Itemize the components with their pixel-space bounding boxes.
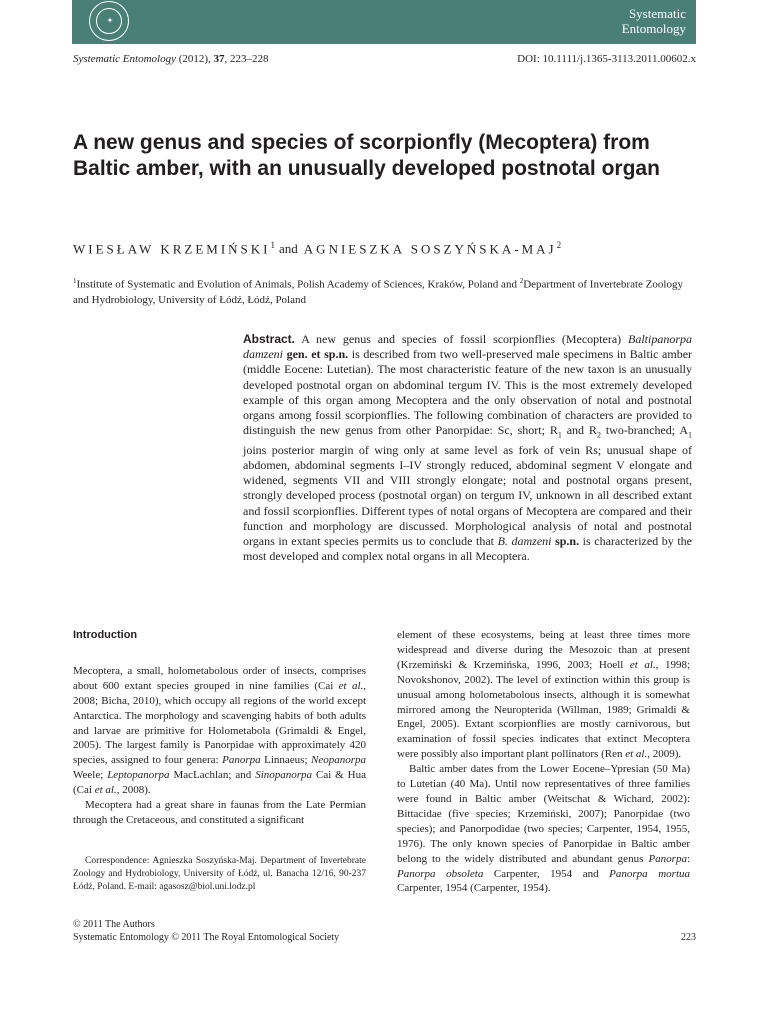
journal-banner [72, 0, 696, 44]
running-head-citation: Systematic Entomology (2012), 37, 223–228 [73, 53, 269, 65]
author-name[interactable]: WIESŁAW KRZEMIŃSKI [73, 241, 271, 257]
author-list: WIESŁAW KRZEMIŃSKI$^1$ and AGNIESZKA SOSZYŃSKA-MAJ$^2$ [73, 240, 562, 257]
author-name[interactable]: AGNIESZKA SOSZYŃSKA-MAJ [303, 241, 557, 257]
article-title: A new genus and species of scorpionfly (Mecoptera) from Baltic amber, with an unusually developed postnotal organ [73, 131, 660, 180]
intro-paragraph: Mecoptera, a small, holometabolous order of insects, comprises about 600 extant species grouped in nine families (Cai et al., 2008; Bicha, 2010), which occupy all regions of the world except Antarctica. The morphology and scavenging habits of both adults and larvae are primitive for Holometabola (Grimaldi & Engel, 2005). The largest family is Panorpidae with approximately 420 species, assigned to four genera: Panorpa Linnaeus; Neopanorpa Weele; Leptopanorpa MacLachlan; and Sinopanorpa Cai & Hua (Cai et al., 2008). [73, 664, 367, 797]
intro-paragraph: Baltic amber dates from the Lower Eocene–Ypresian (50 Ma) to Lutetian (40 Ma). Until now representatives of three families were found in Baltic amber (Weitschat & Wichard, 2002): Bittacidae (five species; Krzemiński, 2007); Panorpidae (two species); and Panorpodidae (two species; Carpenter, 1954, 1955, 1976). The only known species of Panorpidae in Baltic amber belong to the widely distributed and abundant genus Panorpa: Panorpa obsoleta Carpenter, 1954 and Panorpa mortua Carpenter, 1954 (Carpenter, 1954). [397, 763, 690, 895]
affiliations: $^1$Institute of Systematic and Evolution of Animals, Polish Academy of Sciences, Kraków, Poland and $^2$Department of Invertebrate Zoology and Hydrobiology, University of Łódź, Łódź, Poland [73, 277, 683, 306]
society-seal-icon [89, 1, 129, 41]
intro-paragraph: element of these ecosystems, being at least three times more widespread and diverse during the Mesozoic than at present (Krzemiński & Krzemińska, 1996, 2003; Hoell et al., 1998; Novokshonov, 2002). The level of extinction within this group is unusual among holometabolous insects, although it is somewhat mirrored among the Neuropterida (Willman, 1989; Grimaldi & Engel, 2005). Extant scorpionflies are mostly carnivorous, but examination of fossil species indicates that extinct Mecoptera were possibly also important plant pollinators (Ren et al., 2009). [397, 629, 690, 761]
intro-paragraph: Mecoptera had a great share in faunas from the Late Permian through the Cretaceous, and constituted a significant [73, 799, 366, 826]
body-column-left [73, 628, 366, 828]
copyright-footer: © 2011 The Authors Systematic Entomology © 2011 The Royal Entomological Society [73, 919, 340, 943]
page-number: 223 [681, 932, 696, 943]
abstract: Abstract. A new genus and species of fossil scorpionflies (Mecoptera) Baltipanorpa damzeni gen. et sp.n. is described from two well-preserved male specimens in Baltic amber (middle Eocene: Lutetian). The most characteristic feature of the new taxon is an unusually developed postnotal organ on abdominal tergum IV. This is the most extremely developed example of this organ among Mecoptera and the only observation of notal and postnotal organs among fossil scorpionflies. The following combination of characters are provided to distinguish the new genus from other Panorpidae: Sc, short; $R_1$ and $R_2$ two-branched; $A_1$ joins posterior margin of wing only at same level as fork of vein Rs; unusual shape of abdomen, abdominal segments I–IV strongly reduced, abdominal segment V elongate and widened, segments VII and VIII strongly elongate; notal and postnotal organs present, strongly developed process (postnotal organ) on tergum IV, unknown in all described extant and fossil scorpionflies. Different types of notal organs of Mecoptera are compared and their function and morphology are discussed. Morphological analysis of notal and postnotal organs in extant species permits us to conclude that B. damzeni sp.n. is characterized by the most developed and complex notal organs in all Mecoptera. [243, 332, 693, 564]
correspondence-note: Correspondence: Agnieszka Soszyńska-Maj. Department of Invertebrate Zoology and Hydrobiology, University of Łódź, ul. Banacha 12/16, 90-237 Łódź, Poland. E-mail: agasosz@biol.uni.lodz.pl [73, 856, 366, 892]
seal-glyph: ✦ [106, 16, 114, 25]
body-column-right [397, 628, 690, 896]
journal-name: Systematic Entomology [621, 6, 686, 36]
abstract-label: Abstract. [243, 332, 296, 346]
section-heading-introduction: Introduction [73, 629, 138, 641]
running-head-doi[interactable]: DOI: 10.1111/j.1365-3113.2011.00602.x [517, 53, 696, 65]
